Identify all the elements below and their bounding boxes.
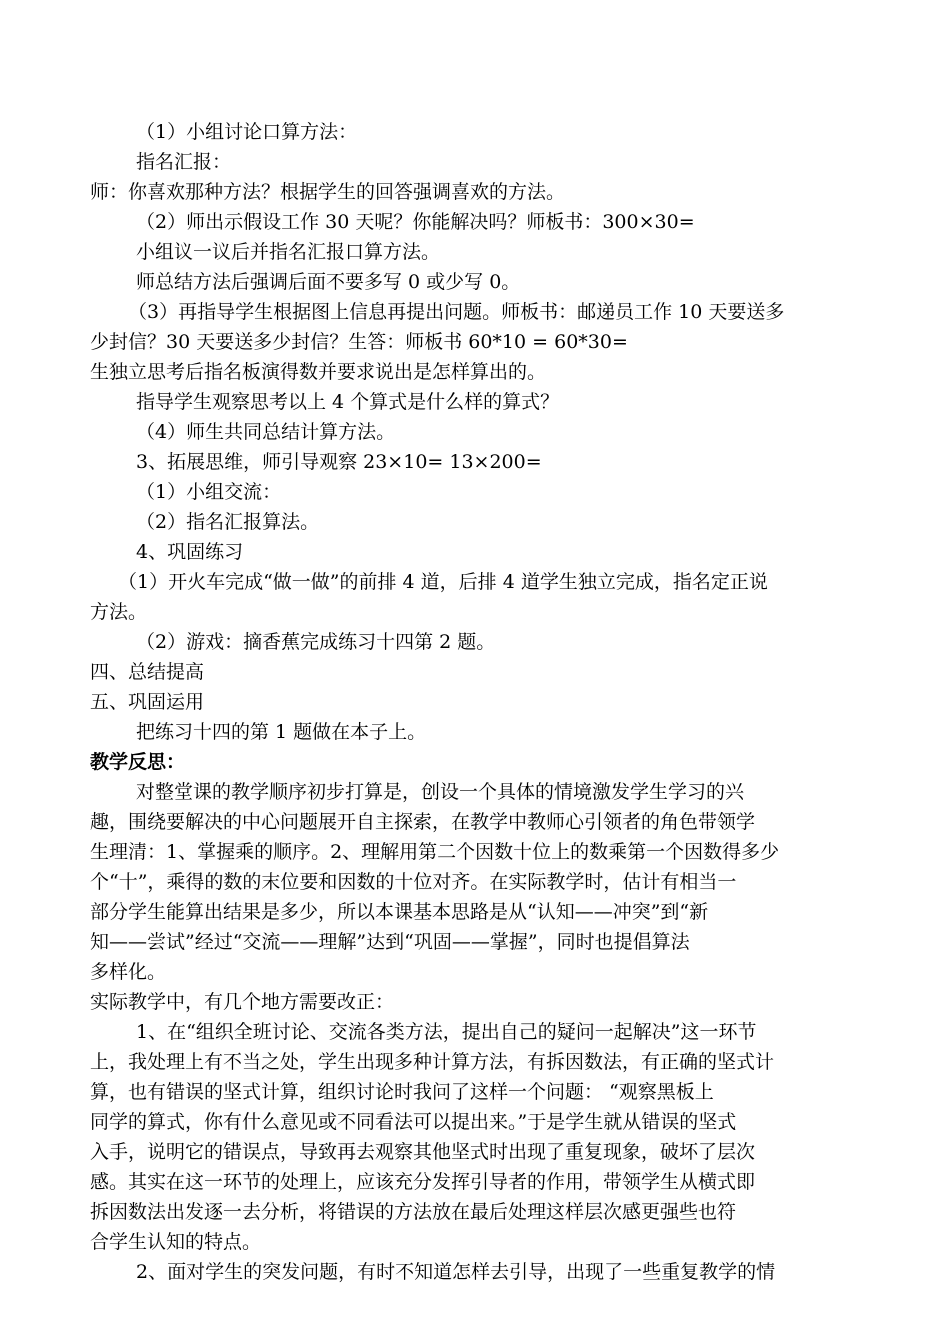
text-line: 知——尝试”经过“交流——理解”达到“巩固——掌握”，同时也提倡算法 (90, 931, 690, 953)
text-line: 算，也有错误的坚式计算，组织讨论时我问了这样一个问题： “观察黑板上 (90, 1081, 714, 1103)
text-line: 小组议一议后并指名汇报口算方法。 (136, 241, 441, 263)
text-line: 多样化。 (90, 961, 167, 983)
text-line: （1）开火车完成“做一做”的前排 4 道，后排 4 道学生独立完成，指名定正说 (118, 571, 768, 593)
text-line: 实际教学中，有几个地方需要改正： (90, 991, 395, 1013)
text-line: （2）师出示假设工作 30 天呢？你能解决吗？师板书：300×30= (136, 211, 695, 233)
text-line: （2）指名汇报算法。 (136, 511, 320, 533)
text-line: 同学的算式，你有什么意见或不同看法可以提出来。”于是学生就从错误的坚式 (90, 1111, 737, 1133)
text-line: 生理清：1、掌握乘的顺序。2、理解用第二个因数十位上的数乘第一个因数得多少 (90, 841, 780, 863)
text-line: （1）小组交流： (136, 481, 282, 503)
text-line: （4）师生共同总结计算方法。 (136, 421, 396, 443)
text-line: 入手，说明它的错误点，导致再去观察其他坚式时出现了重复现象，破坏了层次 (90, 1141, 756, 1163)
reflection-heading: 教学反思： (90, 751, 186, 773)
text-line: （1）小组讨论口算方法： (136, 121, 358, 143)
text-line: 趣，围绕要解决的中心问题展开自主探索，在教学中教师心引领者的角色带领学 (90, 811, 756, 833)
text-line: 方法。 (90, 601, 148, 623)
text-line: 合学生认知的特点。 (90, 1231, 262, 1253)
text-line: 上，我处理上有不当之处，学生出现多种计算方法，有拆因数法，有正确的坚式计 (90, 1051, 775, 1073)
text-line: 师：你喜欢那种方法？根据学生的回答强调喜欢的方法。 (90, 181, 566, 203)
text-line: 生独立思考后指名板演得数并要求说出是怎样算出的。 (90, 361, 547, 383)
section-heading: 四、总结提高 (90, 661, 205, 683)
text-line: 师总结方法后强调后面不要多写 0 或少写 0。 (136, 271, 521, 293)
text-line: 3、拓展思维，师引导观察 23×10= 13×200= (136, 451, 542, 473)
text-line: 把练习十四的第 1 题做在本子上。 (136, 721, 427, 743)
text-line: 对整堂课的教学顺序初步打算是，创设一个具体的情境激发学生学习的兴 (136, 781, 745, 803)
text-line: 指名汇报： (136, 151, 232, 173)
text-line: 4、巩固练习 (136, 541, 244, 563)
text-line: 少封信？30 天要送多少封信？生答：师板书 60*10 = 60*30= (90, 331, 628, 353)
text-line: 个“十”，乘得的数的末位要和因数的十位对齐。在实际教学时，估计有相当一 (90, 871, 737, 893)
text-line: 2、面对学生的突发问题，有时不知道怎样去引导，出现了一些重复教学的情 (136, 1261, 776, 1283)
text-line: （2）游戏：摘香蕉完成练习十四第 2 题。 (136, 631, 496, 653)
text-line: 1、在“组织全班讨论、交流各类方法，提出自己的疑问一起解决”这一环节 (136, 1021, 757, 1043)
text-line: 拆因数法出发逐一去分析，将错误的方法放在最后处理这样层次感更强些也符 (90, 1201, 737, 1223)
text-line: 感。其实在这一环节的处理上，应该充分发挥引导者的作用，带领学生从横式即 (90, 1171, 756, 1193)
section-heading: 五、巩固运用 (90, 691, 205, 713)
text-line: 部分学生能算出结果是多少，所以本课基本思路是从“认知——冲突”到“新 (90, 901, 709, 923)
text-line: 指导学生观察思考以上 4 个算式是什么样的算式？ (136, 391, 560, 413)
text-line: （3）再指导学生根据图上信息再提出问题。师板书：邮递员工作 10 天要送多 (128, 301, 785, 323)
